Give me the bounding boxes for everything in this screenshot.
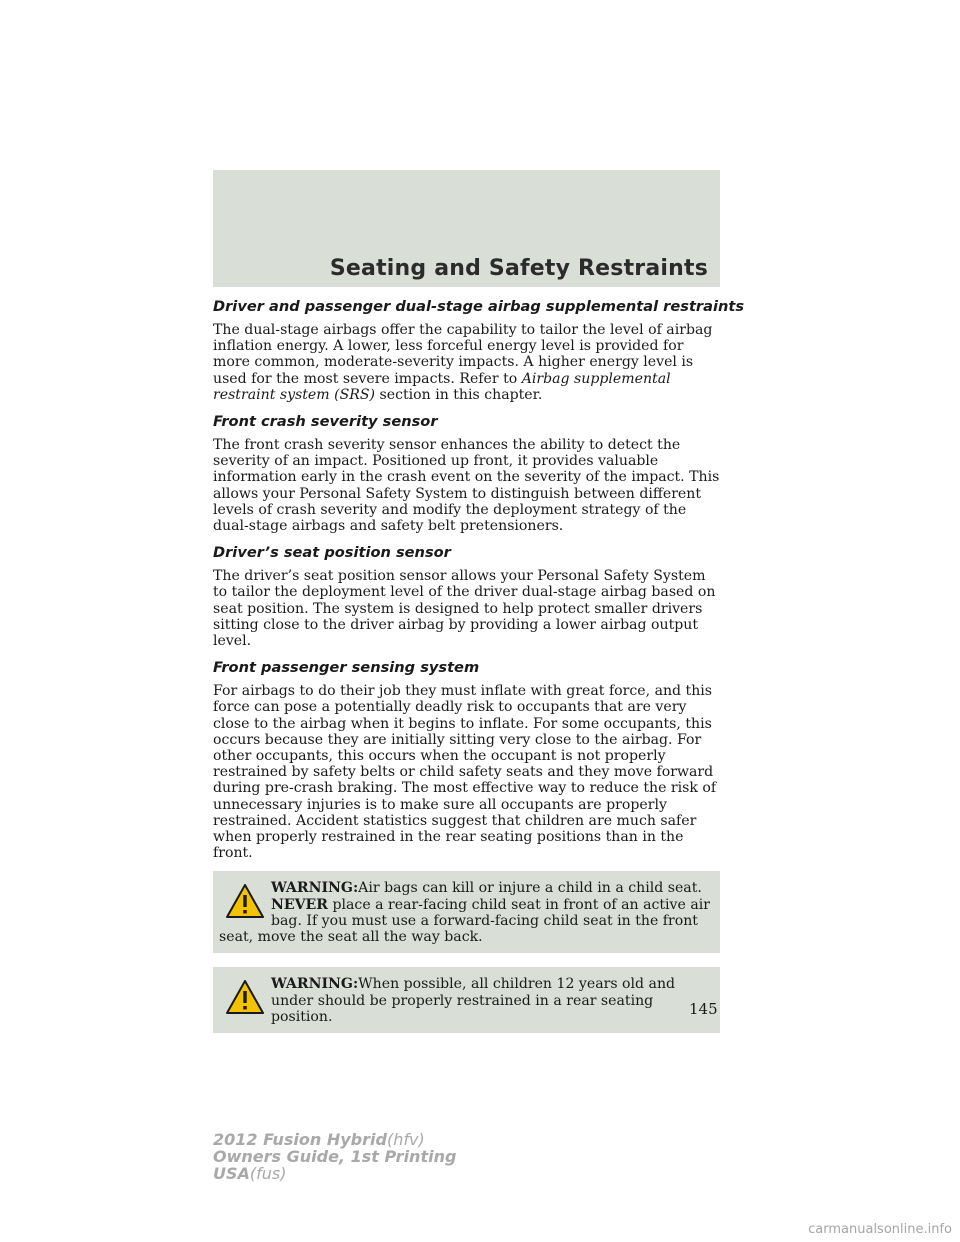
never-label: NEVER [271, 896, 329, 913]
warning-text: WARNING:Air bags can kill or injure a child in a child seat. NEVER place a rear-facing child seat in front of an active air bag. If you must use a forward-facing child seat in the front seat, move the seat all the way back. [219, 880, 710, 946]
warning-box [213, 967, 720, 1033]
warning-triangle-icon [225, 883, 265, 919]
section-heading: Front crash severity sensor [213, 413, 438, 431]
warning-box [213, 871, 720, 953]
footer-guide: Owners Guide, 1st Printing [213, 1147, 457, 1166]
section-passenger-sensing [213, 659, 720, 861]
warning-triangle-icon [225, 979, 265, 1015]
section-paragraph: For airbags to do their job they must inflate with great force, and this force can pose a potentially deadly risk to occupants that are very close to the airbag when it begins to inflate. For some occupants, this occurs because they are initially sitting very close to the airbag. For other occupants, this occurs when the occupant is not properly restrained by safety belts or child safety seats and they move forward during pre-crash braking. The most effective way to reduce the risk of unnecessary injuries is to make sure all occupants are properly restrained. Accident statistics suggest that children are much safer when properly restrained in the rear seating positions than in the front. [213, 683, 717, 862]
warning-label: WARNING: [271, 880, 359, 897]
section-heading: Driver’s seat position sensor [213, 544, 451, 562]
section-paragraph: The front crash severity sensor enhances the ability to detect the severity of an impact. Positioned up front, it provides valuable information early in the crash event on the severity of the impact. This allows your Personal Safety System to distinguish between different levels of crash severity and modify the deployment strategy of the dual-stage airbags and safety belt pretensioners. [213, 437, 720, 535]
section-seat-position-sensor [213, 544, 720, 649]
page-number: 145 [689, 1000, 718, 1018]
chapter-header-band [213, 170, 720, 287]
section-paragraph: The driver’s seat position sensor allows your Personal Safety System to tailor the deployment level of the driver dual-stage airbag based on seat position. The system is designed to help protect smaller drivers sitting close to the driver airbag by providing a lower airbag output level. [213, 568, 716, 650]
section-heading: Front passenger sensing system [213, 659, 480, 677]
section-paragraph: The dual-stage airbags offer the capability to tailor the level of airbag inflation energy. A lower, less forceful energy level is provided for more common, moderate-severity impacts. A higher energy level is used for the most severe impacts. Refer to Airbag supplemental restraint system (SRS) section in this chapter. [213, 322, 713, 403]
section-dual-stage-airbag [213, 298, 745, 403]
warning-label: WARNING: [271, 976, 359, 993]
chapter-title: Seating and Safety Restraints [329, 256, 708, 281]
document-footer: 2012 Fusion Hybrid(hfv) Owners Guide, 1st Printing USA(fus) [213, 1130, 457, 1183]
footer-model: 2012 Fusion Hybrid [213, 1130, 387, 1149]
section-front-crash-sensor [213, 413, 720, 534]
watermark: carmanualsonline.info [808, 1222, 952, 1237]
page-content [213, 298, 745, 1033]
section-heading: Driver and passenger dual-stage airbag supplemental restraints [213, 298, 745, 315]
srs-reference: Airbag supplemental restraint system (SRS) [213, 370, 671, 403]
footer-region: USA [213, 1164, 250, 1183]
warning-text: WARNING:When possible, all children 12 years old and under should be properly restrained in a rear seating position. [271, 976, 676, 1025]
